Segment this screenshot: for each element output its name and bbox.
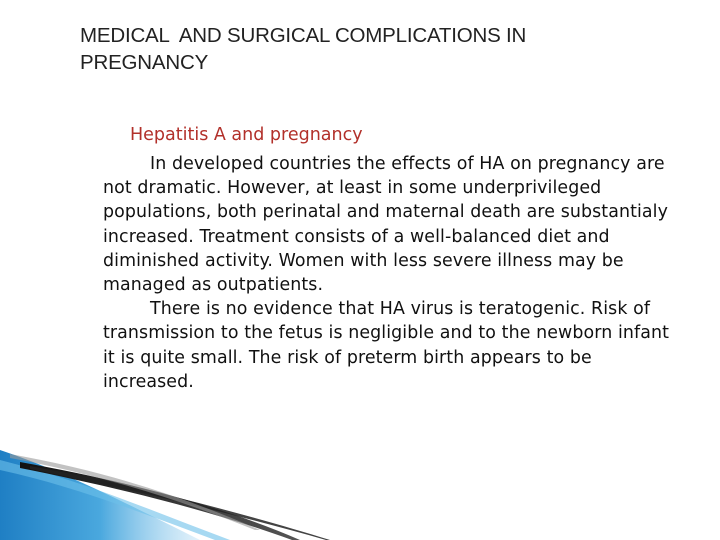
- body-paragraph-2: There is no evidence that HA virus is teratogenic. Risk of transmission to the fetus is negligible and to the newborn infant it is quite small. The risk of preterm birth appears to be increased.: [103, 299, 670, 392]
- section-subheading: Hepatitis A and pregnancy: [130, 125, 363, 145]
- slide-title-line-1: MEDICAL AND SURGICAL COMPLICATIONS IN: [80, 24, 527, 47]
- decorative-wave-graphic: [0, 440, 720, 540]
- body-text: [103, 152, 683, 394]
- slide-title-line-2: PREGNANCY: [80, 51, 209, 74]
- slide-title: [80, 22, 680, 76]
- body-paragraph-1: In developed countries the effects of HA on pregnancy are not dramatic. However, at least in some underprivileged populations, both perinatal and maternal death are substantialy increased. Treatment consists of a well-balanced diet and diminished activity. Women with less severe illness may be managed as outpatients.: [103, 154, 669, 296]
